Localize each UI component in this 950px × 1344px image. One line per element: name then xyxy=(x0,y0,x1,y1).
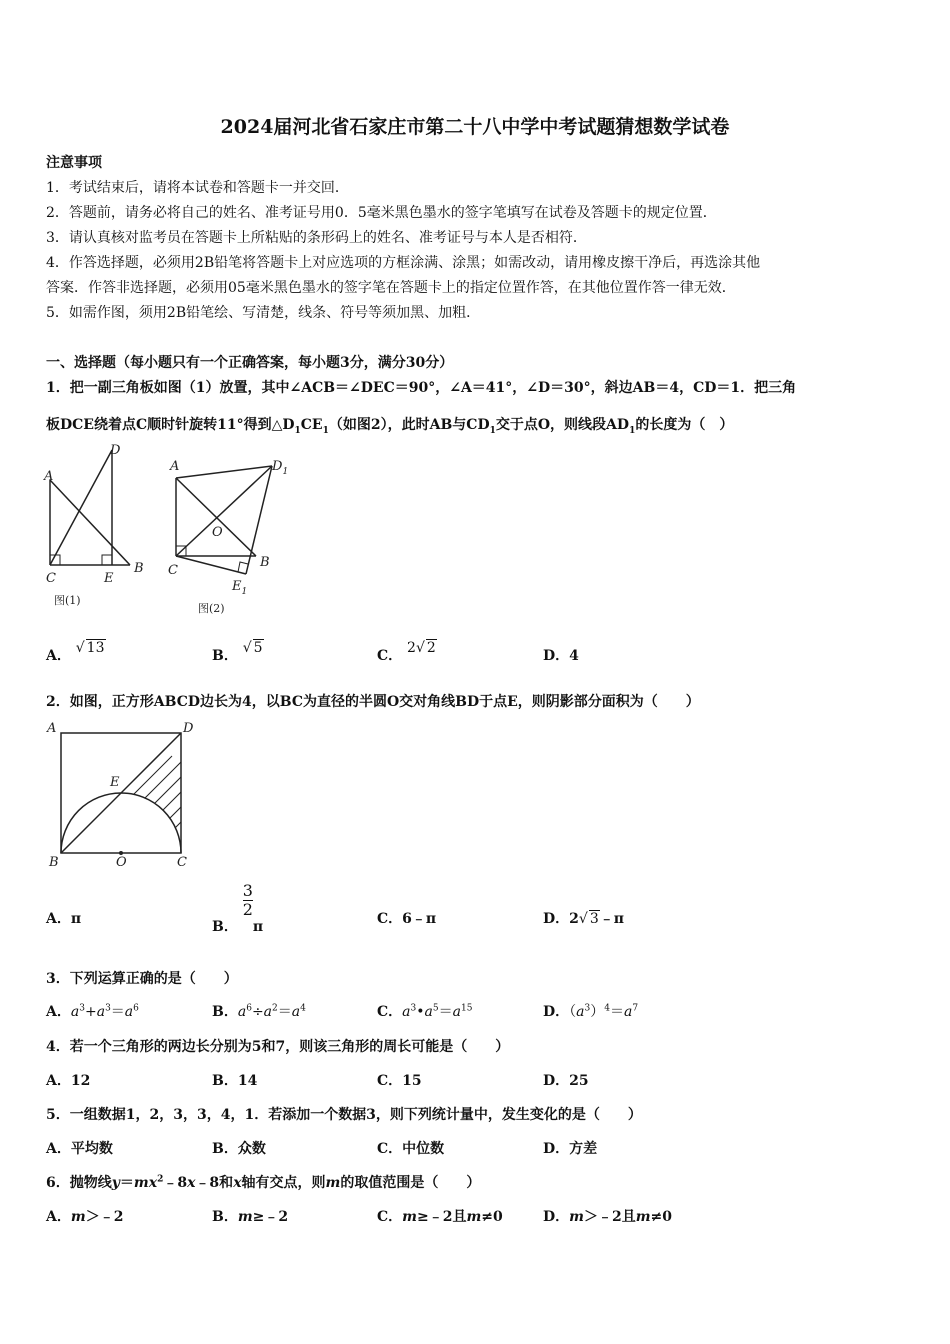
page-title: 2024届河北省石家庄市第二十八中学中考试题猜想数学试卷 xyxy=(220,116,730,138)
fig-q2-label-b: B xyxy=(49,855,59,870)
q1-option-b: B． √ 5 xyxy=(212,640,263,664)
q1-figure-2 xyxy=(162,448,292,620)
q2-figure xyxy=(42,716,202,871)
note-line-1: 1．考试结束后，请将本试卷和答题卡一并交回． xyxy=(46,180,349,196)
q3-option-b: B．$a^6\div a^2=a^4$ xyxy=(212,1003,306,1020)
q2-option-a: A．π xyxy=(46,911,82,927)
q6-option-d: D．m＞﹣2且m≠0 xyxy=(543,1209,673,1225)
fig-q2-label-c: C xyxy=(177,855,187,870)
q3-option-c: C．$a^3•a^5=a^{15}$ xyxy=(377,1003,473,1020)
q1-figure-1 xyxy=(40,440,160,615)
notes-heading: 注意事项 xyxy=(46,155,102,171)
q2-option-b: B． $\frac{3}{2}$ π xyxy=(212,881,264,935)
q4-option-c: C．15 xyxy=(377,1073,422,1089)
fig1-label-a: A xyxy=(44,469,54,484)
note-line-5: 答案．作答非选择题，必须用05毫米黑色墨水的签字笔在答题卡上的指定位置作答，在其他位置作答一律无效． xyxy=(46,280,736,296)
q1-text-line1: 1．把一副三角板如图（1）放置，其中∠ACB＝∠DEC＝90°，∠A＝41°，∠D＝30°，斜边AB＝4，CD＝1．把三角 xyxy=(46,380,797,396)
q5-option-b: B．众数 xyxy=(212,1141,266,1157)
q6-option-b: B．m≥﹣2 xyxy=(212,1209,289,1225)
fig1-label-b: B xyxy=(134,561,144,576)
fig-q2-label-d: D xyxy=(183,721,194,736)
fig1-label-e: E xyxy=(104,571,114,586)
q3-option-d: D．$(a^3)^4=a^7$ xyxy=(543,1003,639,1020)
q2-option-d: D．2√ 3﹣π xyxy=(543,911,624,927)
fig1-caption: 图(1) xyxy=(54,594,81,607)
fig2-caption: 图(2) xyxy=(198,602,225,615)
q1-text-line2: 板DCE绕着点C顺时针旋转11°得到$\triangle D_1CE_1$（如图2），此时AB与$CD_1$交于点O，则线段$AD_1$的长度为（ ） xyxy=(46,417,734,436)
fig-q2-label-o: O xyxy=(116,855,127,870)
note-line-4: 4．作答选择题，必须用2B铅笔将答题卡上对应选项的方框涂满、涂黑；如需改动，请用橡皮擦干净后，再选涂其他 xyxy=(46,255,761,271)
fig2-label-a: A xyxy=(170,459,180,474)
q4-text: 4．若一个三角形的两边长分别为5和7，则该三角形的周长可能是（ ） xyxy=(46,1039,510,1055)
q4-option-d: D．25 xyxy=(543,1073,589,1089)
q5-option-d: D．方差 xyxy=(543,1141,598,1157)
fig2-label-e1: $E_1$ xyxy=(232,579,248,597)
fig1-label-c: C xyxy=(46,571,56,586)
fig2-label-d1: $D_1$ xyxy=(272,459,289,477)
q5-text: 5．一组数据1，2，3，3，4，1．若添加一个数据3，则下列统计量中，发生变化的是（ ） xyxy=(46,1107,642,1123)
q6-text: 6．抛物线$y=mx^2﹣8x﹣8$和x轴有交点，则m的取值范围是（ ） xyxy=(46,1174,481,1191)
fig1-label-d: D xyxy=(110,443,121,458)
q6-option-a: A．m＞﹣2 xyxy=(46,1209,124,1225)
q6-option-c: C．m≥﹣2且m≠0 xyxy=(377,1209,503,1225)
q1-option-d: D．4 xyxy=(543,648,579,664)
q3-option-a: A．$a^3+a^3=a^6$ xyxy=(46,1003,139,1020)
section-heading: 一、选择题（每小题只有一个正确答案，每小题3分，满分30分） xyxy=(46,355,454,371)
fig-q2-label-e: E xyxy=(110,775,120,790)
fig-q2-label-a: A xyxy=(47,721,57,736)
q5-option-c: C．中位数 xyxy=(377,1141,445,1157)
q1-option-a: A． √ 13 xyxy=(46,640,105,664)
q5-option-a: A．平均数 xyxy=(46,1141,113,1157)
q2-option-c: C．6﹣π xyxy=(377,911,437,927)
q2-text: 2．如图，正方形ABCD边长为4，以BC为直径的半圆O交对角线BD于点E，则阴影部分面积为（ ） xyxy=(46,694,700,710)
q4-option-b: B．14 xyxy=(212,1073,258,1089)
fig2-label-o: O xyxy=(212,525,223,540)
fig2-label-b: B xyxy=(260,555,270,570)
note-line-2: 2．答题前，请务必将自己的姓名、准考证号用0．5毫米黑色墨水的签字笔填写在试卷及答题卡的规定位置． xyxy=(46,205,717,221)
note-line-3: 3．请认真核对监考员在答题卡上所粘贴的条形码上的姓名、准考证号与本人是否相符． xyxy=(46,230,587,246)
q4-option-a: A．12 xyxy=(46,1073,91,1089)
note-line-6: 5．如需作图，须用2B铅笔绘、写清楚，线条、符号等须加黑、加粗． xyxy=(46,305,481,321)
q1-option-c: C． 2√ 2 xyxy=(377,640,436,664)
fig2-label-c: C xyxy=(168,563,178,578)
q3-text: 3．下列运算正确的是（ ） xyxy=(46,971,238,987)
